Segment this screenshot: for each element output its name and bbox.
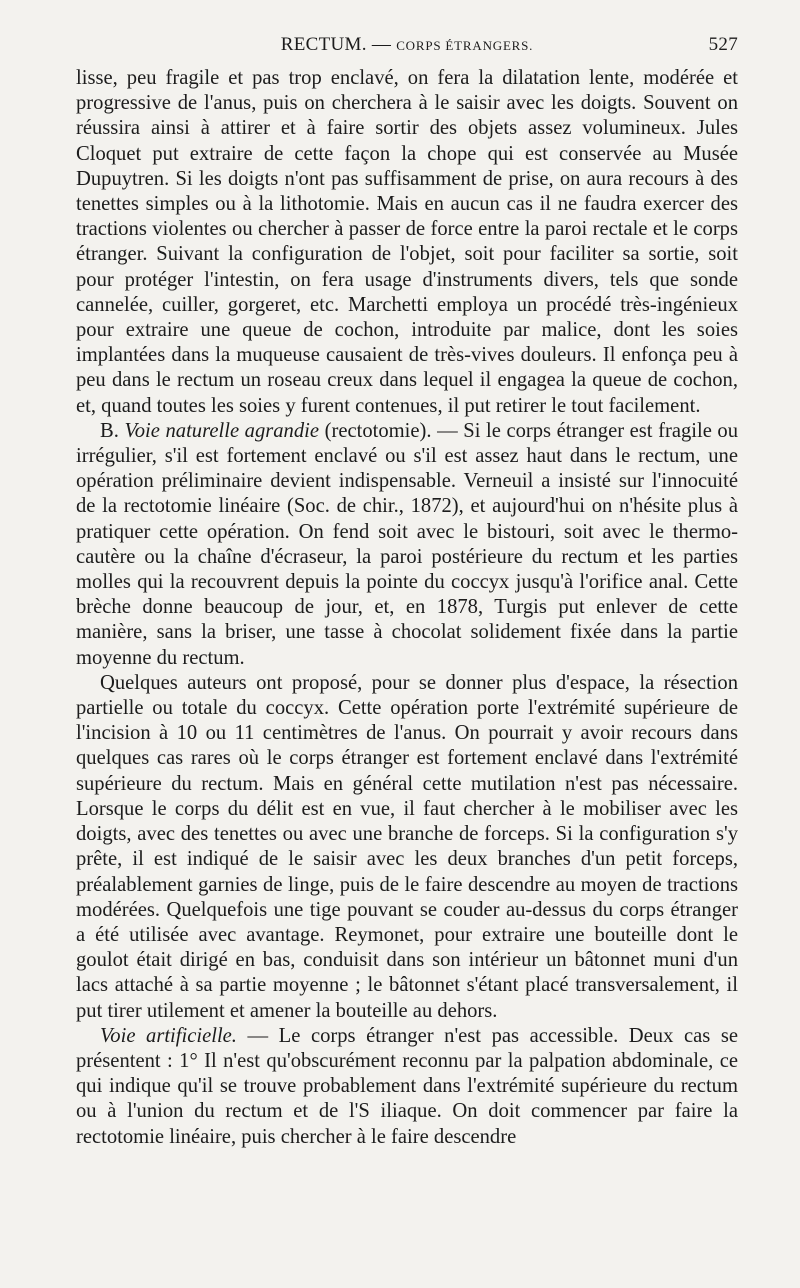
body-text	[76, 66, 738, 1150]
paragraph-2-heading: Voie naturelle agrandie	[124, 419, 320, 442]
paragraph-2	[76, 419, 738, 671]
paragraph-1	[76, 66, 738, 419]
paragraph-4-text: — Le corps étranger n'est pas accessible. Deux cas se présentent : 1° Il n'est qu'obscurément reconnu par la palpation abdominale, ce qui indique qu'il se trouve probablement dans l'extrémité supérieure du rectum ou à l'union du rectum et de l'S iliaque. On doit commencer par faire la rectotomie linéaire, puis chercher à le faire descendre	[76, 1024, 738, 1148]
running-head-title-main: RECTUM.	[280, 34, 367, 55]
paragraph-3-text: Quelques auteurs ont proposé, pour se donner plus d'espace, la résection partielle ou totale du coccyx. Cette opération porte l'extrémité supérieure de l'incision à 10 ou 11 centimètres de l'anus. On pourrait y avoir recours dans quelques cas rares où le corps étranger est fortement enclavé dans l'extrémité supérieure du rectum. Mais en général cette mutilation n'est pas nécessaire. Lorsque le corps du délit est en vue, il faut chercher à le mobiliser avec les doigts, avec des tenettes ou avec une branche de forceps. Si la configuration s'y prête, il est indiqué de le saisir avec les deux branches d'un petit forceps, préalablement garnies de linge, puis de le faire descendre au moyen de tractions modérées. Quelquefois une tige pouvant se couder au-dessus du corps étranger a été utilisée avec avantage. Reymonet, pour extraire une bouteille dont le goulot était dirigé en bas, conduisit dans son intérieur un bâtonnet muni d'un lacs attaché à sa partie moyenne ; le bâtonnet s'étant placé transversalement, il put tirer utilement et amener la bouteille au dehors.	[76, 671, 738, 1022]
paragraph-1-text: lisse, peu fragile et pas trop enclavé, on fera la dilatation lente, modérée et progressive de l'anus, puis on cherchera à le saisir avec les doigts. Souvent on réussira ainsi à attirer et à faire sortir des objets assez volumineux. Jules Cloquet put extraire de cette façon la chope qui est conservée au Musée Dupuytren. Si les doigts n'ont pas suffisamment de prise, on aura recours à des tenettes simples ou à la lithotomie. Mais en aucun cas il ne faudra exercer des tractions violentes ou chercher à passer de force entre la paroi rectale et le corps étranger. Suivant la configuration de l'objet, soit pour faciliter sa sortie, soit pour protéger l'intestin, on fera usage d'instruments divers, tels que sonde cannelée, cuiller, gorgeret, etc. Marchetti employa un procédé très-ingénieux pour extraire une queue de cochon, introduite par malice, dont les soies implantées dans la muqueuse causaient de très-vives douleurs. Il enfonça peu à peu dans le rectum un roseau creux dans lequel il engagea la queue de cochon, et, quand toutes les soies y furent contenues, il put retirer le tout facilement.	[76, 67, 738, 417]
running-head-title-dash: —	[366, 34, 397, 55]
paragraph-2-lead: B.	[100, 419, 125, 442]
paragraph-4-heading: Voie artificielle.	[100, 1024, 237, 1047]
running-head	[76, 30, 738, 60]
running-head-title	[281, 30, 534, 61]
paragraph-2-text: (rectotomie). — Si le corps étranger est fragile ou irrégulier, s'il est fortement enclavé ou s'il est assez haut dans le rectum, une opération préliminaire devient indispensable. Verneuil a insisté sur l'innocuité de la rectotomie linéaire (Soc. de chir., 1872), et aujourd'hui on n'hésite plus à pratiquer cette opération. On fend soit avec le bistouri, soit avec le thermo-cautère ou la chaîne d'écraseur, la paroi postérieure du rectum et les parties molles qui la recouvrent depuis la pointe du coccyx jusqu'à l'orifice anal. Cette brèche donne beaucoup de jour, et, en 1878, Turgis put enlever de cette manière, sans la briser, une tasse à chocolat solidement fixée dans la partie moyenne du rectum.	[76, 419, 739, 669]
page-number: 527	[708, 34, 738, 55]
paragraph-4	[76, 1024, 738, 1150]
paragraph-3	[76, 671, 738, 1024]
running-head-title-sub: CORPS ÉTRANGERS.	[396, 38, 534, 53]
